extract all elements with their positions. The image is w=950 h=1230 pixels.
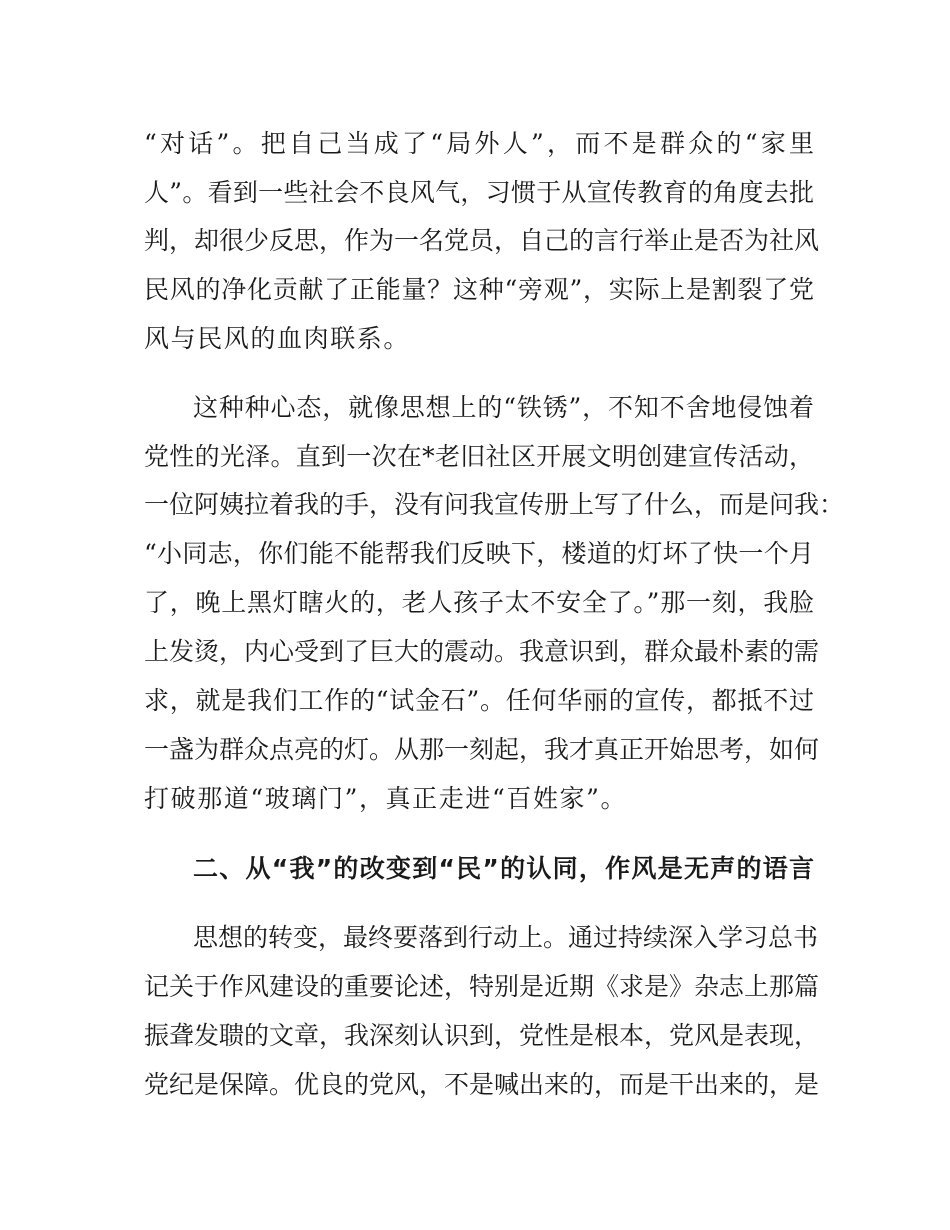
text-line: 一位阿姨拉着我的手，没有问我宣传册上写了什么，而是问我：: [144, 490, 845, 519]
text-line: 党性的光泽。直到一次在*老旧社区开展文明创建宣传活动，: [144, 442, 814, 471]
text-line: 一盏为群众点亮的灯。从那一刻起，我才真正开始思考，如何: [144, 735, 820, 764]
text-line: 上发烫，内心受到了巨大的震动。我意识到，群众最朴素的需: [144, 637, 820, 666]
text-line: 思想的转变，最终要落到行动上。通过持续深入学习总书: [193, 923, 819, 952]
text-line: 求，就是我们工作的“试金石”。任何华丽的宣传，都抵不过: [144, 686, 814, 715]
text-line: 人”。看到一些社会不良风气，习惯于从宣传教育的角度去批: [144, 178, 814, 207]
text-line: 民风的净化贡献了正能量？这种“旁观”，实际上是割裂了党: [144, 275, 814, 304]
text-line: 判，却很少反思，作为一名党员，自己的言行举止是否为社风: [144, 226, 820, 255]
text-line: 记关于作风建设的重要论述，特别是近期《求是》杂志上那篇: [144, 972, 820, 1001]
text-line: 振聋发聩的文章，我深刻认识到，党性是根本，党风是表现，: [144, 1021, 820, 1050]
text-line: 党纪是保障。优良的党风，不是喊出来的，而是干出来的，是: [144, 1070, 820, 1099]
text-line: 了，晚上黑灯瞎火的，老人孩子太不安全了。”那一刻，我脸: [144, 588, 814, 617]
text-line: “对话”。把自己当成了“局外人”，而不是群众的“家里: [144, 129, 814, 158]
text-line: “小同志，你们能不能帮我们反映下，楼道的灯坏了快一个月: [144, 539, 814, 568]
text-line: 这种种心态，就像思想上的“铁锈”，不知不舍地侵蚀着: [193, 393, 814, 422]
section-heading: 二、从“我”的改变到“民”的认同，作风是无声的语言: [193, 854, 814, 883]
text-line: 打破那道“玻璃门”，真正走进“百姓家”。: [144, 784, 628, 813]
text-line: 风与民风的血肉联系。: [144, 324, 411, 353]
